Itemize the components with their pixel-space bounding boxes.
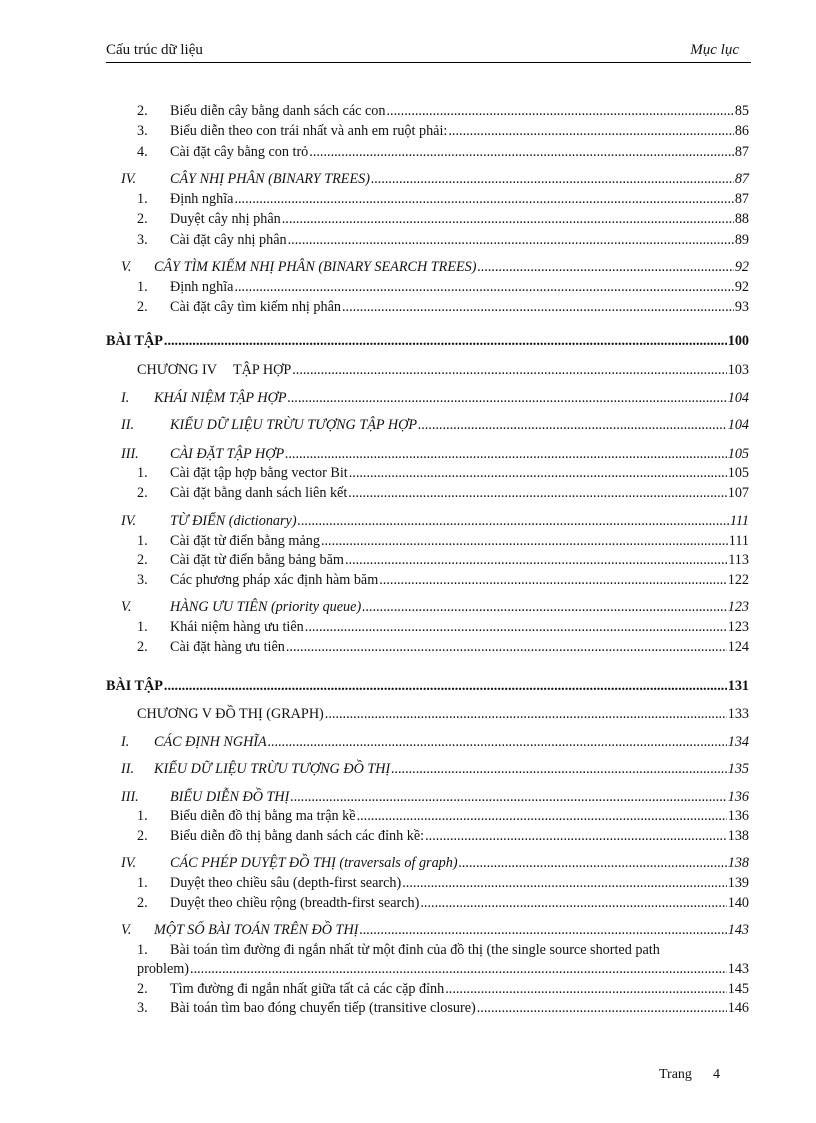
toc-entry (121, 389, 749, 407)
toc-entry (121, 788, 749, 806)
toc-entry-page: 113 (728, 552, 749, 568)
toc-dot-leader (459, 854, 727, 872)
toc-dot-leader (448, 122, 733, 140)
toc-entry-number: 2. (137, 211, 148, 227)
toc-dot-leader (445, 980, 726, 998)
toc-dot-leader (288, 231, 734, 249)
toc-entry-number: 1. (137, 942, 148, 958)
toc-dot-leader (477, 999, 727, 1017)
toc-entry-title: Duyệt cây nhị phân (170, 211, 281, 227)
toc-entry-title: HÀNG ƯU TIÊN (priority queue) (170, 599, 362, 615)
toc-entry-number: I. (121, 734, 130, 750)
toc-entry (137, 827, 749, 845)
toc-dot-leader (292, 361, 727, 379)
toc-entry-number: 2. (137, 552, 148, 568)
toc-entry-number: 4. (137, 144, 148, 160)
toc-entry-title: Bài toán tìm đường đi ngắn nhất từ một đỉnh của đồ thị (the single source shorted path (170, 942, 660, 958)
toc-entry (137, 705, 749, 723)
toc-entry-page: 86 (734, 123, 749, 139)
toc-entry-title: Định nghĩa (170, 279, 234, 295)
toc-entry (121, 258, 749, 276)
toc-entry-page: 123 (727, 599, 749, 615)
toc-dot-leader (268, 733, 727, 751)
toc-dot-leader (379, 571, 726, 589)
toc-entry-number: 1. (137, 465, 148, 481)
toc-dot-leader (234, 190, 733, 208)
toc-entry (121, 598, 749, 616)
toc-entry-page: 136 (727, 789, 749, 805)
toc-entry-title: Khái niệm hàng ưu tiên (170, 619, 304, 635)
toc-dot-leader (386, 102, 733, 120)
toc-dot-leader (164, 677, 727, 695)
toc-entry (137, 532, 749, 550)
toc-entry-page: 105 (727, 465, 749, 481)
toc-entry-number: 3. (137, 123, 148, 139)
toc-entry-page: 85 (734, 103, 749, 119)
toc-entry (137, 298, 749, 316)
toc-entry-title: KIỂU DỮ LIỆU TRỪU TƯỢNG TẬP HỢP (170, 417, 418, 433)
toc-entry-page: 145 (727, 981, 749, 997)
toc-entry (121, 445, 749, 463)
toc-dot-leader (164, 332, 727, 350)
toc-entry-title: Cài đặt bằng danh sách liên kết (170, 485, 348, 501)
toc-dot-leader (357, 807, 727, 825)
toc-entry-title: Biểu diễn cây bằng danh sách các con (170, 103, 386, 119)
toc-entry-title: Biểu diễn đồ thị bằng ma trận kề (170, 808, 356, 824)
toc-entry (106, 332, 749, 350)
toc-entry (121, 760, 749, 778)
toc-entry (121, 921, 749, 939)
toc-entry-page: 105 (727, 446, 749, 462)
toc-entry-page: 88 (734, 211, 749, 227)
toc-entry-page: 107 (727, 485, 749, 501)
toc-entry-title: MỘT SỐ BÀI TOÁN TRÊN ĐỒ THỊ (154, 922, 359, 938)
toc-entry-title: CÁC PHÉP DUYỆT ĐỒ THỊ (traversals of graph) (170, 855, 458, 871)
toc-entry-title: Cài đặt tập hợp bằng vector Bit (170, 465, 348, 481)
toc-dot-leader (282, 210, 734, 228)
toc-entry-title: Bài toán tìm bao đóng chuyển tiếp (transitive closure) (170, 1000, 476, 1016)
toc-entry-title: CÂY NHỊ PHÂN (BINARY TREES) (170, 171, 370, 187)
toc-entry (137, 571, 749, 589)
toc-dot-leader (371, 170, 734, 188)
toc-entry (137, 464, 749, 482)
header-title: Cấu trúc dữ liệu (106, 42, 203, 58)
toc-entry-page: 131 (727, 678, 749, 694)
toc-entry-title: TẬP HỢP (233, 362, 292, 378)
toc-entry-number: IV. (121, 171, 137, 187)
toc-dot-leader (290, 788, 726, 806)
toc-entry-title: Cài đặt từ điển bằng mảng (170, 533, 320, 549)
toc-entry (137, 122, 749, 140)
toc-entry (121, 733, 749, 751)
toc-entry-page: 134 (727, 734, 749, 750)
toc-entry-title: CÀI ĐẶT TẬP HỢP (170, 446, 285, 462)
toc-dot-leader (321, 532, 728, 550)
toc-entry (137, 894, 749, 912)
toc-entry (137, 807, 749, 825)
toc-entry (137, 551, 749, 569)
toc-entry-page: 87 (734, 171, 749, 187)
toc-entry-page: 103 (727, 362, 749, 378)
toc-entry-title: CÂY TÌM KIẾM NHỊ PHÂN (BINARY SEARCH TREES) (154, 259, 477, 275)
toc-entry-number: 1. (137, 533, 148, 549)
toc-entry (106, 677, 749, 695)
toc-entry-title: KIỂU DỮ LIỆU TRỪU TƯỢNG ĐỒ THỊ (154, 761, 391, 777)
toc-entry-number: 1. (137, 191, 148, 207)
toc-entry-number: 2. (137, 485, 148, 501)
toc-entry-number: V. (121, 599, 132, 615)
toc-entry (137, 999, 749, 1017)
toc-dot-leader (190, 960, 727, 978)
toc-entry-number: II. (121, 761, 134, 777)
header-section: Mục lục (690, 42, 739, 58)
toc-entry (137, 618, 749, 636)
toc-entry-number: 2. (137, 103, 148, 119)
toc-entry-title: Tìm đường đi ngắn nhất giữa tất cả các cặp đỉnh (170, 981, 445, 997)
toc-entry (137, 190, 749, 208)
toc-dot-leader (234, 278, 733, 296)
toc-entry-title: BÀI TẬP (106, 678, 163, 694)
toc-dot-leader (348, 484, 726, 502)
toc-entry (137, 960, 749, 978)
toc-entry-page: 138 (727, 828, 749, 844)
toc-dot-leader (391, 760, 726, 778)
toc-entry (137, 941, 749, 959)
toc-dot-leader (477, 258, 733, 276)
toc-dot-leader (402, 874, 726, 892)
toc-entry-number: 3. (137, 232, 148, 248)
toc-entry-page: 124 (727, 639, 749, 655)
toc-entry (121, 512, 749, 530)
toc-entry-number: 1. (137, 808, 148, 824)
toc-entry (137, 231, 749, 249)
toc-dot-leader (309, 143, 734, 161)
toc-entry-title: Cài đặt từ điển bằng bảng băm (170, 552, 344, 568)
toc-dot-leader (342, 298, 734, 316)
toc-dot-leader (362, 598, 727, 616)
toc-dot-leader (420, 894, 726, 912)
toc-entry-page: 146 (727, 1000, 749, 1016)
toc-entry-number: III. (121, 789, 139, 805)
toc-entry-number: 3. (137, 572, 148, 588)
toc-entry (137, 980, 749, 998)
toc-entry-number: CHƯƠNG IV (137, 362, 217, 378)
toc-entry-number: II. (121, 417, 134, 433)
toc-entry-title: Cài đặt cây bằng con trỏ (170, 144, 309, 160)
toc-entry-page: 136 (727, 808, 749, 824)
toc-entry-number: 1. (137, 619, 148, 635)
toc-dot-leader (325, 705, 727, 723)
toc-entry-page: 122 (727, 572, 749, 588)
toc-dot-leader (285, 445, 727, 463)
toc-entry-page: 104 (727, 417, 749, 433)
toc-entry-title: Cài đặt cây nhị phân (170, 232, 287, 248)
toc-entry-number: 2. (137, 895, 148, 911)
toc-dot-leader (286, 638, 727, 656)
toc-entry-number: 2. (137, 981, 148, 997)
toc-entry-title: Cài đặt hàng ưu tiên (170, 639, 285, 655)
toc-entry-title: BIỂU DIỄN ĐỒ THỊ (170, 789, 290, 805)
toc-entry-number: 3. (137, 1000, 148, 1016)
toc-entry (121, 854, 749, 872)
toc-entry-page: 123 (727, 619, 749, 635)
toc-entry-page: 92 (734, 279, 749, 295)
toc-entry-page: 140 (727, 895, 749, 911)
toc-entry-page: 93 (734, 299, 749, 315)
toc-entry-page: 143 (727, 922, 749, 938)
toc-entry (137, 638, 749, 656)
toc-entry-number: 2. (137, 639, 148, 655)
toc-entry-page: 104 (727, 390, 749, 406)
toc-entry-title: TỪ ĐIỂN (dictionary) (170, 513, 297, 529)
page-footer (659, 1067, 720, 1083)
toc-entry-number: V. (121, 922, 132, 938)
toc-entry (137, 210, 749, 228)
toc-entry (137, 361, 749, 379)
toc-entry-page: 135 (727, 761, 749, 777)
toc-entry-page: 133 (727, 706, 749, 722)
toc-entry-number: 2. (137, 299, 148, 315)
toc-dot-leader (345, 551, 727, 569)
toc-entry-title: Định nghĩa (170, 191, 234, 207)
toc-entry-page: 111 (728, 533, 749, 549)
toc-entry-title: Duyệt theo chiều sâu (depth-first search) (170, 875, 402, 891)
toc-dot-leader (298, 512, 729, 530)
footer-label: Trang (659, 1067, 692, 1082)
toc-entry-page: 139 (727, 875, 749, 891)
toc-entry (121, 170, 749, 188)
toc-entry-page: 100 (727, 333, 749, 349)
toc-entry (137, 143, 749, 161)
toc-dot-leader (425, 827, 727, 845)
toc-entry (137, 102, 749, 120)
toc-entry (137, 874, 749, 892)
toc-entry-title: KHÁI NIỆM TẬP HỢP (154, 390, 287, 406)
toc-dot-leader (359, 921, 726, 939)
toc-dot-leader (418, 416, 727, 434)
toc-entry-number: III. (121, 446, 139, 462)
toc-entry-page: 111 (729, 513, 749, 529)
toc-entry-page: 87 (734, 144, 749, 160)
toc-entry-title: Các phương pháp xác định hàm băm (170, 572, 379, 588)
toc-entry-page: 87 (734, 191, 749, 207)
toc-entry-number: IV. (121, 513, 137, 529)
toc-entry-title: BÀI TẬP (106, 333, 163, 349)
toc-entry-title: Biểu diễn đồ thị bằng danh sách các đỉnh kề: (170, 828, 425, 844)
toc-entry (137, 278, 749, 296)
page-number: 4 (712, 1067, 720, 1082)
toc-entry-title: Cài đặt cây tìm kiếm nhị phân (170, 299, 341, 315)
toc-entry-title: problem) (137, 961, 190, 977)
toc-entry-number: IV. (121, 855, 137, 871)
toc-dot-leader (288, 389, 727, 407)
toc-entry (137, 484, 749, 502)
toc-entry-page: 89 (734, 232, 749, 248)
toc-dot-leader (305, 618, 727, 636)
toc-entry-number: I. (121, 390, 130, 406)
toc-entry-page: 92 (734, 259, 749, 275)
toc-entry-title: CÁC ĐỊNH NGHĨA (154, 734, 267, 750)
toc-entry-title: Duyệt theo chiều rộng (breadth-first search) (170, 895, 420, 911)
toc-entry-number: 1. (137, 279, 148, 295)
toc-entry-title: CHƯƠNG V ĐỒ THỊ (GRAPH) (137, 706, 324, 722)
toc-entry-number: 2. (137, 828, 148, 844)
toc-entry (121, 416, 749, 434)
toc-entry-page: 138 (727, 855, 749, 871)
toc-entry-page: 143 (727, 961, 749, 977)
toc-dot-leader (349, 464, 727, 482)
toc-entry-number: 1. (137, 875, 148, 891)
toc-entry-number: V. (121, 259, 132, 275)
toc-entry-title: Biểu diễn theo con trái nhất và anh em ruột phải: (170, 123, 448, 139)
